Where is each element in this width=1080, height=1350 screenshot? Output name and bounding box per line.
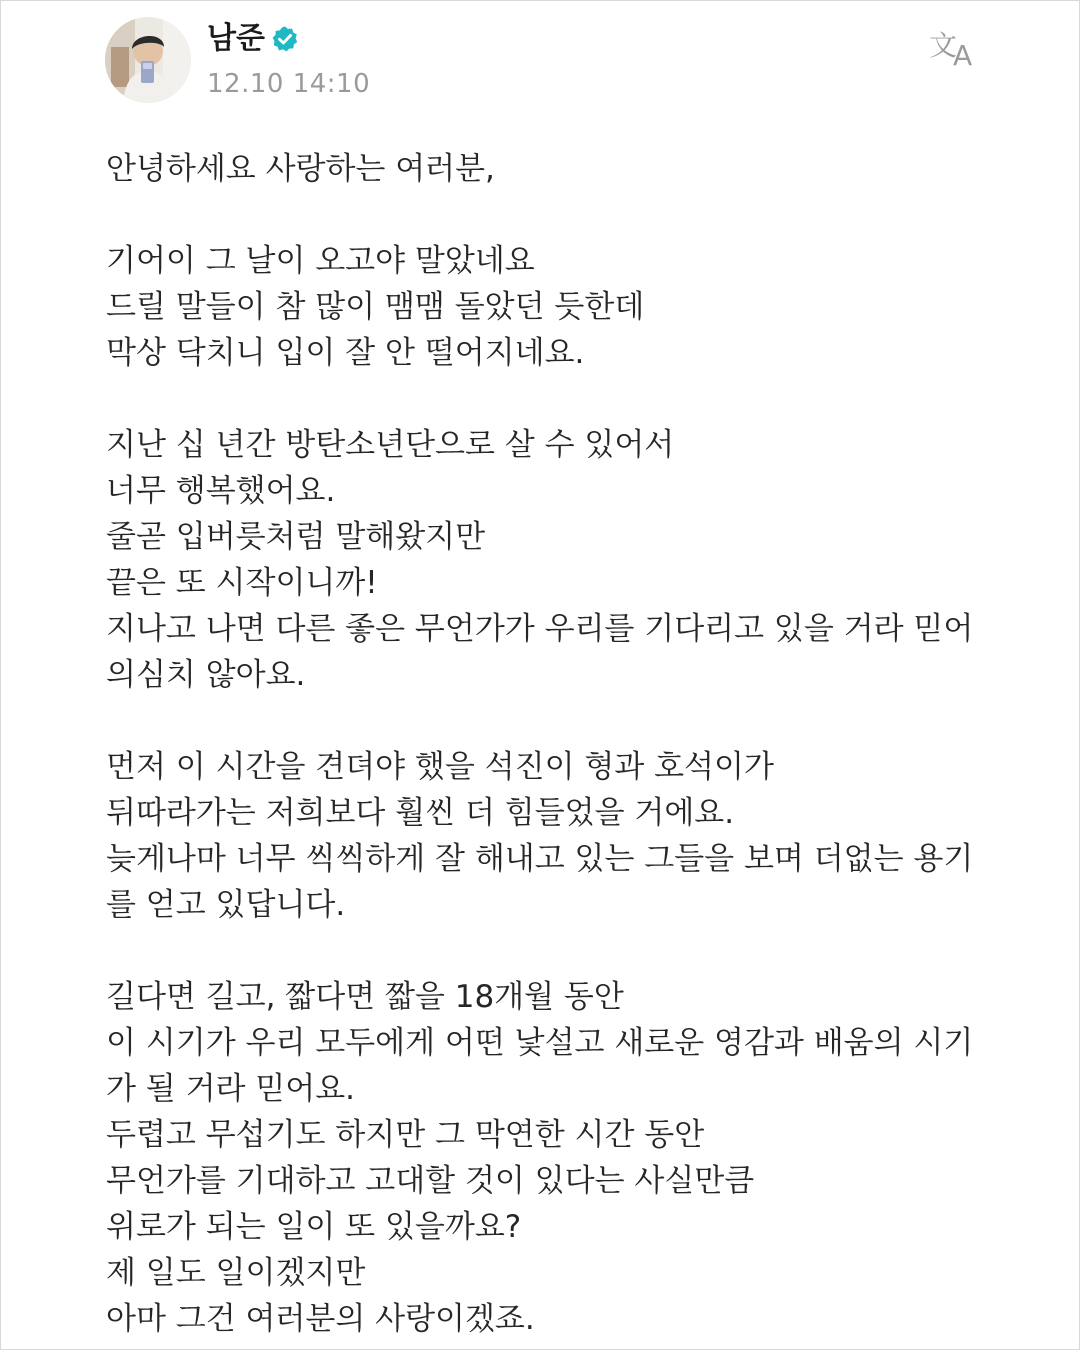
post-paragraph (106, 974, 1006, 1342)
post-paragraph (106, 422, 1006, 698)
profile-photo-icon (105, 17, 191, 103)
author-name[interactable]: 남준 (207, 21, 265, 56)
post-paragraph (106, 238, 1006, 376)
post-line: 이 시기가 우리 모두에게 어떤 낯설고 새로운 영감과 배움의 시기 (106, 1025, 974, 1061)
post-line: 먼저 이 시간을 견뎌야 했을 석진이 형과 호석이가 (106, 749, 774, 785)
post-paragraph (106, 744, 1006, 928)
post-body (106, 146, 1006, 1342)
post-line: 뒤따라가는 저희보다 훨씬 더 힘들었을 거에요. (106, 795, 735, 831)
post-line: 제 일도 일이겠지만 (106, 1255, 366, 1291)
post-line: 가 될 거라 믿어요. (106, 1071, 356, 1107)
translate-icon[interactable] (927, 25, 979, 69)
post-line: 늦게나마 너무 씩씩하게 잘 해내고 있는 그들을 보며 더없는 용기 (106, 841, 974, 877)
post-line: 막상 닥치니 입이 잘 안 떨어지네요. (106, 335, 585, 371)
author-row (207, 19, 299, 59)
post-line: 줄곧 입버릇처럼 말해왔지만 (106, 519, 486, 555)
post-line: 기어이 그 날이 오고야 말았네요 (106, 243, 535, 279)
post-paragraph (106, 146, 1006, 192)
post-line: 지난 십 년간 방탄소년단으로 살 수 있어서 (106, 427, 675, 463)
post-line: 너무 행복했어요. (106, 473, 336, 509)
post-line: 의심치 않아요. (106, 657, 306, 693)
post-line: 길다면 길고, 짧다면 짧을 18개월 동안 (106, 979, 624, 1015)
verified-badge-icon (271, 25, 299, 53)
post-line: 위로가 되는 일이 또 있을까요? (106, 1209, 522, 1245)
post-line: 두렵고 무섭기도 하지만 그 막연한 시간 동안 (106, 1117, 705, 1153)
svg-text:A: A (953, 39, 973, 69)
post-line: 를 얻고 있답니다. (106, 887, 346, 923)
avatar[interactable] (105, 17, 191, 103)
post-timestamp: 12.10 14:10 (207, 69, 371, 99)
post-line: 끝은 또 시작이니까! (106, 565, 378, 601)
post-line: 지나고 나면 다른 좋은 무언가가 우리를 기다리고 있을 거라 믿어 (106, 611, 974, 647)
post-header (105, 17, 985, 107)
post-line: 안녕하세요 사랑하는 여러분, (106, 151, 495, 187)
post-line: 드릴 말들이 참 많이 맴맴 돌았던 듯한데 (106, 289, 645, 325)
post-line: 무언가를 기대하고 고대할 것이 있다는 사실만큼 (106, 1163, 755, 1199)
post-line: 아마 그건 여러분의 사랑이겠죠. (106, 1301, 535, 1337)
svg-text:文: 文 (929, 29, 958, 62)
